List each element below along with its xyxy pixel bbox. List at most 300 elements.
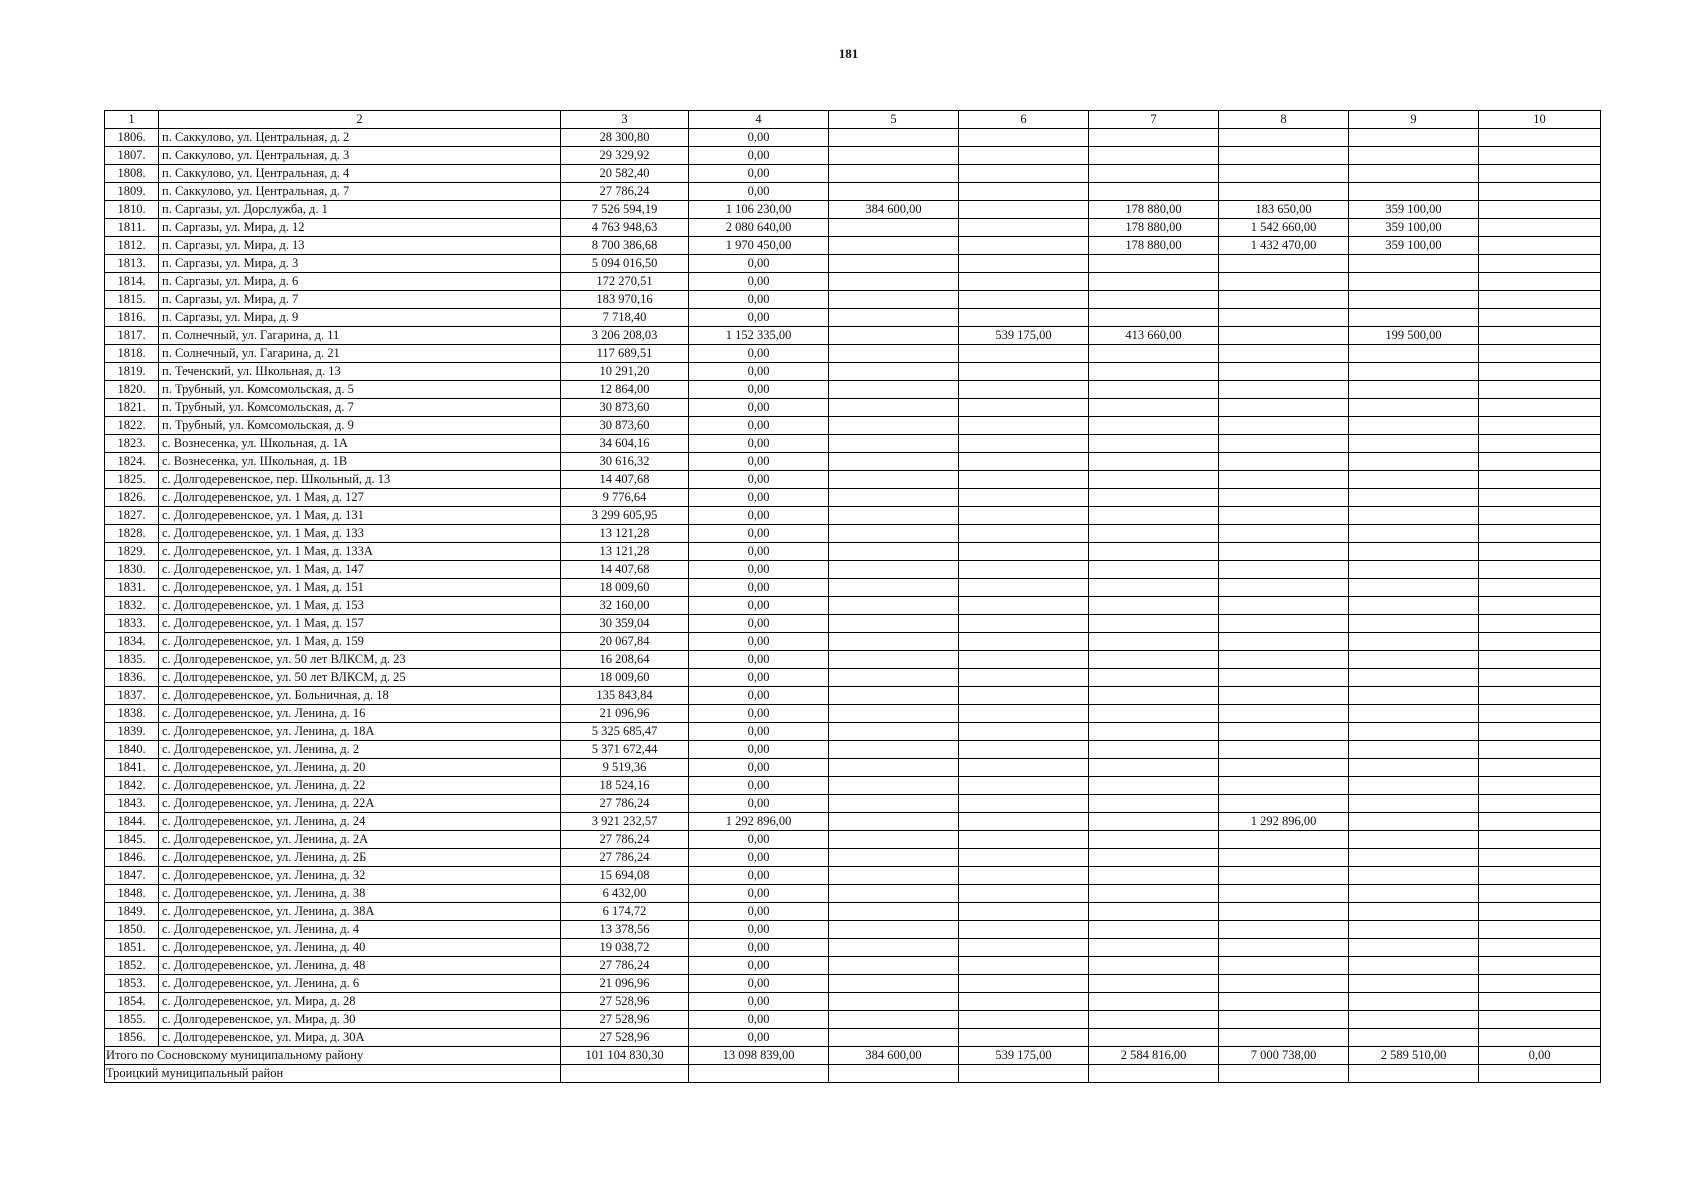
amount-cell — [1479, 525, 1601, 543]
amount-cell: 0,00 — [689, 255, 829, 273]
amount-cell — [959, 543, 1089, 561]
amount-cell — [1479, 777, 1601, 795]
amount-cell — [959, 759, 1089, 777]
amount-cell: 10 291,20 — [561, 363, 689, 381]
amount-cell: 4 763 948,63 — [561, 219, 689, 237]
amount-cell: 0,00 — [689, 867, 829, 885]
amount-cell — [1089, 687, 1219, 705]
table-row — [105, 471, 1601, 489]
amount-cell: 5 371 672,44 — [561, 741, 689, 759]
amount-cell — [1479, 795, 1601, 813]
amount-cell — [829, 255, 959, 273]
amount-cell — [829, 219, 959, 237]
amount-cell — [1349, 255, 1479, 273]
address-cell: с. Долгодеревенское, ул. Ленина, д. 40 — [159, 939, 561, 957]
total-amount-cell: 13 098 839,00 — [689, 1047, 829, 1065]
amount-cell — [959, 399, 1089, 417]
amount-cell — [1219, 183, 1349, 201]
amount-cell — [1089, 669, 1219, 687]
amount-cell — [1089, 399, 1219, 417]
amount-cell — [1479, 579, 1601, 597]
amount-cell — [959, 849, 1089, 867]
amount-cell — [959, 561, 1089, 579]
amount-cell — [1349, 165, 1479, 183]
row-number-cell: 1842. — [105, 777, 159, 795]
row-number-cell: 1854. — [105, 993, 159, 1011]
amount-cell — [1219, 975, 1349, 993]
amount-cell — [1349, 813, 1479, 831]
table-row — [105, 993, 1601, 1011]
amount-cell — [1089, 867, 1219, 885]
amount-cell: 6 432,00 — [561, 885, 689, 903]
amount-cell: 34 604,16 — [561, 435, 689, 453]
amount-cell: 0,00 — [689, 777, 829, 795]
address-cell: с. Долгодеревенское, пер. Школьный, д. 13 — [159, 471, 561, 489]
amount-cell — [829, 597, 959, 615]
table-row — [105, 309, 1601, 327]
amount-cell — [1349, 1029, 1479, 1047]
table-row — [105, 399, 1601, 417]
amount-cell — [1349, 939, 1479, 957]
amount-cell — [959, 1011, 1089, 1029]
amount-cell — [959, 1029, 1089, 1047]
row-number-cell: 1845. — [105, 831, 159, 849]
table-row — [105, 417, 1601, 435]
address-cell: с. Долгодеревенское, ул. Ленина, д. 6 — [159, 975, 561, 993]
amount-cell — [1479, 327, 1601, 345]
table-row — [105, 633, 1601, 651]
amount-cell — [829, 723, 959, 741]
amount-cell — [829, 525, 959, 543]
amount-cell: 0,00 — [689, 957, 829, 975]
amount-cell: 21 096,96 — [561, 975, 689, 993]
section-label: Троицкий муниципальный район — [105, 1065, 561, 1083]
amount-cell — [1479, 867, 1601, 885]
amount-cell — [1089, 903, 1219, 921]
address-cell: п. Саккулово, ул. Центральная, д. 4 — [159, 165, 561, 183]
row-number-cell: 1849. — [105, 903, 159, 921]
table-row — [105, 273, 1601, 291]
amount-cell — [1349, 1011, 1479, 1029]
table-row — [105, 849, 1601, 867]
amount-cell — [1479, 903, 1601, 921]
amount-cell — [1219, 723, 1349, 741]
amount-cell — [829, 291, 959, 309]
amount-cell — [959, 651, 1089, 669]
amount-cell — [959, 237, 1089, 255]
amount-cell — [1479, 489, 1601, 507]
address-cell: с. Долгодеревенское, ул. Ленина, д. 48 — [159, 957, 561, 975]
row-number-cell: 1851. — [105, 939, 159, 957]
table-row — [105, 363, 1601, 381]
amount-cell: 0,00 — [689, 291, 829, 309]
address-cell: п. Саргазы, ул. Мира, д. 13 — [159, 237, 561, 255]
address-cell: с. Долгодеревенское, ул. Мира, д. 28 — [159, 993, 561, 1011]
amount-cell — [1089, 975, 1219, 993]
row-number-cell: 1840. — [105, 741, 159, 759]
address-cell: с. Долгодеревенское, ул. Ленина, д. 38А — [159, 903, 561, 921]
row-number-cell: 1809. — [105, 183, 159, 201]
table-row — [105, 525, 1601, 543]
total-amount-cell: 384 600,00 — [829, 1047, 959, 1065]
amount-cell — [1219, 147, 1349, 165]
amount-cell — [1479, 633, 1601, 651]
amount-cell: 0,00 — [689, 669, 829, 687]
amount-cell — [1219, 1029, 1349, 1047]
amount-cell — [959, 201, 1089, 219]
amount-cell — [1089, 561, 1219, 579]
amount-cell — [959, 363, 1089, 381]
amount-cell — [829, 561, 959, 579]
amount-cell — [1479, 975, 1601, 993]
column-header-7: 7 — [1089, 111, 1219, 129]
amount-cell — [959, 921, 1089, 939]
amount-cell — [1349, 669, 1479, 687]
amount-cell: 18 009,60 — [561, 579, 689, 597]
address-cell: п. Саккулово, ул. Центральная, д. 7 — [159, 183, 561, 201]
address-cell: п. Солнечный, ул. Гагарина, д. 21 — [159, 345, 561, 363]
amount-cell: 0,00 — [689, 579, 829, 597]
amount-cell — [1349, 777, 1479, 795]
amount-cell — [959, 129, 1089, 147]
amount-cell — [1089, 723, 1219, 741]
address-cell: п. Теченский, ул. Школьная, д. 13 — [159, 363, 561, 381]
amount-cell — [1219, 777, 1349, 795]
row-number-cell: 1826. — [105, 489, 159, 507]
amount-cell — [1349, 597, 1479, 615]
amount-cell — [1089, 543, 1219, 561]
amount-cell — [1479, 471, 1601, 489]
table-row — [105, 831, 1601, 849]
amount-cell — [959, 525, 1089, 543]
amount-cell — [1219, 867, 1349, 885]
address-cell: с. Долгодеревенское, ул. Мира, д. 30А — [159, 1029, 561, 1047]
amount-cell — [1089, 1011, 1219, 1029]
amount-cell — [1349, 417, 1479, 435]
amount-cell: 0,00 — [689, 363, 829, 381]
amount-cell: 1 542 660,00 — [1219, 219, 1349, 237]
table-header — [105, 111, 1601, 129]
section-row — [105, 1065, 1601, 1083]
empty-cell — [1479, 1065, 1601, 1083]
amount-cell — [1089, 741, 1219, 759]
amount-cell — [1089, 777, 1219, 795]
total-amount-cell: 0,00 — [1479, 1047, 1601, 1065]
amount-cell — [1089, 939, 1219, 957]
amount-cell — [829, 381, 959, 399]
address-cell: п. Трубный, ул. Комсомольская, д. 5 — [159, 381, 561, 399]
amount-cell — [959, 147, 1089, 165]
column-header-4: 4 — [689, 111, 829, 129]
amount-cell: 0,00 — [689, 975, 829, 993]
amount-cell: 0,00 — [689, 417, 829, 435]
amount-cell — [959, 993, 1089, 1011]
amount-cell — [1349, 345, 1479, 363]
amount-cell: 27 786,24 — [561, 849, 689, 867]
amount-cell — [1089, 471, 1219, 489]
row-number-cell: 1834. — [105, 633, 159, 651]
table-row — [105, 795, 1601, 813]
amount-cell — [1349, 273, 1479, 291]
amount-cell: 20 067,84 — [561, 633, 689, 651]
table-row — [105, 255, 1601, 273]
amount-cell — [829, 507, 959, 525]
amount-cell: 21 096,96 — [561, 705, 689, 723]
amount-cell — [1479, 435, 1601, 453]
row-number-cell: 1824. — [105, 453, 159, 471]
amount-cell — [1089, 1029, 1219, 1047]
amount-cell — [1479, 813, 1601, 831]
amount-cell — [1349, 993, 1479, 1011]
table-row — [105, 651, 1601, 669]
amount-cell — [1219, 363, 1349, 381]
amount-cell — [829, 453, 959, 471]
amount-cell — [1219, 741, 1349, 759]
table-row — [105, 237, 1601, 255]
amount-cell — [829, 399, 959, 417]
table-row — [105, 183, 1601, 201]
amount-cell — [1479, 453, 1601, 471]
amount-cell: 1 970 450,00 — [689, 237, 829, 255]
amount-cell — [1089, 417, 1219, 435]
amount-cell — [1219, 903, 1349, 921]
amount-cell — [1219, 543, 1349, 561]
amount-cell: 0,00 — [689, 597, 829, 615]
amount-cell — [959, 291, 1089, 309]
page-number: 181 — [838, 46, 859, 61]
amount-cell — [1219, 417, 1349, 435]
amount-cell: 117 689,51 — [561, 345, 689, 363]
amount-cell — [829, 687, 959, 705]
amount-cell: 0,00 — [689, 561, 829, 579]
address-cell: с. Долгодеревенское, ул. Ленина, д. 2Б — [159, 849, 561, 867]
row-number-cell: 1819. — [105, 363, 159, 381]
amount-cell — [829, 939, 959, 957]
amount-cell — [829, 885, 959, 903]
amount-cell: 0,00 — [689, 1029, 829, 1047]
column-header-5: 5 — [829, 111, 959, 129]
address-cell: п. Трубный, ул. Комсомольская, д. 9 — [159, 417, 561, 435]
amount-cell — [1349, 849, 1479, 867]
amount-cell — [1089, 165, 1219, 183]
table-row — [105, 669, 1601, 687]
amount-cell: 32 160,00 — [561, 597, 689, 615]
table-row — [105, 813, 1601, 831]
empty-cell — [689, 1065, 829, 1083]
amount-cell — [1219, 525, 1349, 543]
address-cell: с. Вознесенка, ул. Школьная, д. 1А — [159, 435, 561, 453]
amount-cell — [1349, 147, 1479, 165]
amount-cell — [1349, 291, 1479, 309]
column-header-8: 8 — [1219, 111, 1349, 129]
amount-cell — [1349, 399, 1479, 417]
amount-cell — [959, 939, 1089, 957]
amount-cell: 0,00 — [689, 921, 829, 939]
amount-cell — [1219, 345, 1349, 363]
amount-cell: 539 175,00 — [959, 327, 1089, 345]
address-cell: п. Саргазы, ул. Мира, д. 7 — [159, 291, 561, 309]
amount-cell: 359 100,00 — [1349, 201, 1479, 219]
row-number-cell: 1823. — [105, 435, 159, 453]
table-row — [105, 885, 1601, 903]
address-cell: п. Саргазы, ул. Мира, д. 3 — [159, 255, 561, 273]
amount-cell: 0,00 — [689, 705, 829, 723]
amount-cell — [959, 597, 1089, 615]
amount-cell — [1089, 759, 1219, 777]
amount-cell — [1349, 507, 1479, 525]
amount-cell — [1479, 165, 1601, 183]
amount-cell — [1219, 489, 1349, 507]
row-number-cell: 1831. — [105, 579, 159, 597]
amount-cell: 1 152 335,00 — [689, 327, 829, 345]
amount-cell — [829, 831, 959, 849]
amount-cell: 0,00 — [689, 849, 829, 867]
amount-cell — [1219, 939, 1349, 957]
column-header-3: 3 — [561, 111, 689, 129]
amount-cell — [1089, 273, 1219, 291]
amount-cell — [959, 471, 1089, 489]
amount-cell — [1349, 867, 1479, 885]
amount-cell: 183 970,16 — [561, 291, 689, 309]
table-row — [105, 903, 1601, 921]
amount-cell: 0,00 — [689, 1011, 829, 1029]
row-number-cell: 1825. — [105, 471, 159, 489]
column-header-10: 10 — [1479, 111, 1601, 129]
row-number-cell: 1830. — [105, 561, 159, 579]
amount-cell — [1089, 381, 1219, 399]
column-header-6: 6 — [959, 111, 1089, 129]
amount-cell — [1089, 795, 1219, 813]
amount-cell — [959, 795, 1089, 813]
address-cell: п. Саргазы, ул. Мира, д. 12 — [159, 219, 561, 237]
amount-cell — [829, 327, 959, 345]
amount-cell — [1349, 651, 1479, 669]
amount-cell: 20 582,40 — [561, 165, 689, 183]
amount-cell: 0,00 — [689, 147, 829, 165]
amount-cell — [1349, 561, 1479, 579]
amount-cell — [829, 165, 959, 183]
amount-cell — [829, 669, 959, 687]
amount-cell — [1479, 237, 1601, 255]
amount-cell — [1219, 885, 1349, 903]
amount-cell — [1349, 957, 1479, 975]
amount-cell — [1479, 939, 1601, 957]
amount-cell — [1219, 633, 1349, 651]
amount-cell — [1479, 363, 1601, 381]
amount-cell — [1479, 831, 1601, 849]
amount-cell — [829, 759, 959, 777]
amount-cell: 13 121,28 — [561, 543, 689, 561]
row-number-cell: 1822. — [105, 417, 159, 435]
address-cell: с. Долгодеревенское, ул. 50 лет ВЛКСМ, д. 23 — [159, 651, 561, 669]
amount-cell — [959, 723, 1089, 741]
amount-cell — [1089, 957, 1219, 975]
amount-cell: 16 208,64 — [561, 651, 689, 669]
amount-cell: 15 694,08 — [561, 867, 689, 885]
amount-cell: 14 407,68 — [561, 471, 689, 489]
amount-cell — [1089, 489, 1219, 507]
address-cell: с. Долгодеревенское, ул. Ленина, д. 22 — [159, 777, 561, 795]
amount-cell — [829, 633, 959, 651]
table-row — [105, 165, 1601, 183]
amount-cell — [959, 975, 1089, 993]
amount-cell — [829, 489, 959, 507]
amount-cell — [1349, 975, 1479, 993]
total-amount-cell: 539 175,00 — [959, 1047, 1089, 1065]
amount-cell — [1349, 795, 1479, 813]
amount-cell — [1219, 255, 1349, 273]
row-number-cell: 1816. — [105, 309, 159, 327]
address-cell: п. Солнечный, ул. Гагарина, д. 11 — [159, 327, 561, 345]
amount-cell: 0,00 — [689, 795, 829, 813]
address-cell: с. Долгодеревенское, ул. 1 Мая, д. 147 — [159, 561, 561, 579]
table-row — [105, 723, 1601, 741]
amount-cell — [1219, 993, 1349, 1011]
address-cell: с. Долгодеревенское, ул. 1 Мая, д. 133 — [159, 525, 561, 543]
amount-cell — [959, 273, 1089, 291]
amount-cell — [1089, 507, 1219, 525]
amount-cell — [1479, 561, 1601, 579]
amount-cell — [1479, 597, 1601, 615]
amount-cell — [1089, 831, 1219, 849]
amount-cell: 0,00 — [689, 471, 829, 489]
amount-cell — [829, 579, 959, 597]
amount-cell: 0,00 — [689, 399, 829, 417]
amount-cell — [1479, 669, 1601, 687]
amount-cell — [959, 183, 1089, 201]
total-amount-cell: 101 104 830,30 — [561, 1047, 689, 1065]
amount-cell — [1349, 903, 1479, 921]
amount-cell — [959, 381, 1089, 399]
row-number-cell: 1829. — [105, 543, 159, 561]
address-cell: п. Саккулово, ул. Центральная, д. 2 — [159, 129, 561, 147]
row-number-cell: 1856. — [105, 1029, 159, 1047]
amount-cell: 359 100,00 — [1349, 219, 1479, 237]
address-cell: п. Трубный, ул. Комсомольская, д. 7 — [159, 399, 561, 417]
amount-cell — [829, 921, 959, 939]
amount-cell — [1349, 759, 1479, 777]
address-cell: с. Долгодеревенское, ул. Ленина, д. 38 — [159, 885, 561, 903]
amount-cell — [1479, 273, 1601, 291]
amount-cell — [1089, 525, 1219, 543]
amount-cell: 9 776,64 — [561, 489, 689, 507]
amount-cell — [1479, 219, 1601, 237]
amount-cell — [1219, 795, 1349, 813]
amount-cell: 0,00 — [689, 183, 829, 201]
amount-cell — [829, 543, 959, 561]
amount-cell: 19 038,72 — [561, 939, 689, 957]
table-row — [105, 435, 1601, 453]
amount-cell: 178 880,00 — [1089, 201, 1219, 219]
amount-cell: 0,00 — [689, 885, 829, 903]
amount-cell — [1479, 849, 1601, 867]
row-number-cell: 1832. — [105, 597, 159, 615]
row-number-cell: 1810. — [105, 201, 159, 219]
address-cell: с. Долгодеревенское, ул. Больничная, д. 18 — [159, 687, 561, 705]
table-row — [105, 489, 1601, 507]
amount-cell: 172 270,51 — [561, 273, 689, 291]
row-number-cell: 1839. — [105, 723, 159, 741]
row-number-cell: 1837. — [105, 687, 159, 705]
amount-cell: 1 432 470,00 — [1219, 237, 1349, 255]
amount-cell — [1089, 183, 1219, 201]
amount-cell — [1219, 759, 1349, 777]
address-cell: с. Долгодеревенское, ул. 1 Мая, д. 157 — [159, 615, 561, 633]
row-number-cell: 1808. — [105, 165, 159, 183]
table-row — [105, 345, 1601, 363]
amount-cell: 0,00 — [689, 687, 829, 705]
amount-cell — [829, 435, 959, 453]
